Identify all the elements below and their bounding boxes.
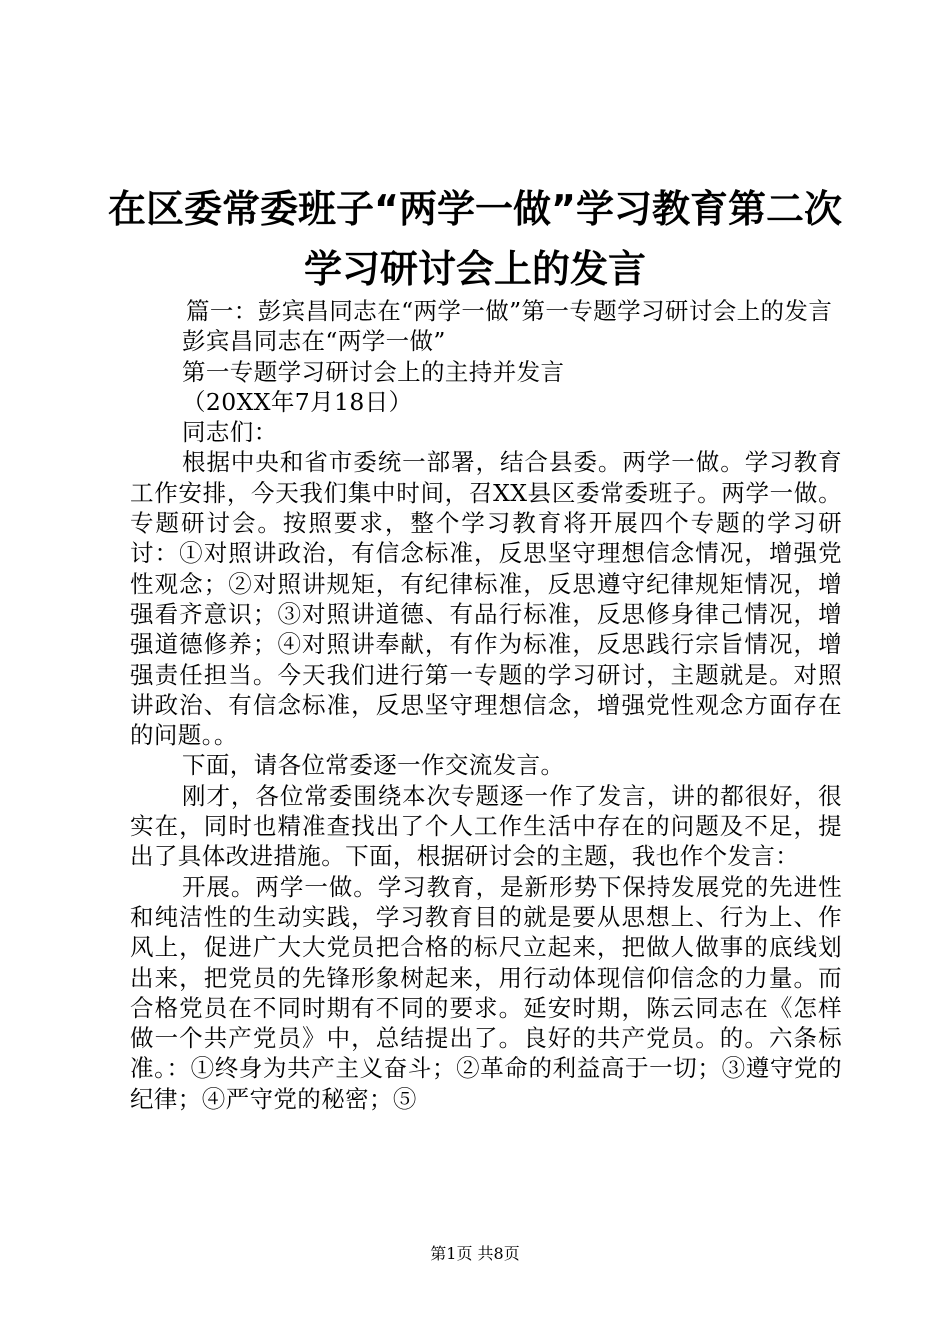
document-title-line2: 学习研讨会上的发言 <box>303 247 646 291</box>
document-title-line1: 在区委常委班子“两学一做”学习教育第二次 <box>108 187 842 231</box>
paragraph-heading: 篇一：彭宾昌同志在“两学一做”第一专题学习研讨会上的发言 <box>186 297 833 325</box>
paragraph-salutation: 同志们： <box>182 418 278 447</box>
page-footer: 第1页 共8页 <box>430 1244 520 1263</box>
document-body <box>130 296 842 1114</box>
paragraph-body: 根据中央和省市委统一部署，结合县委。两学一做。学习教育工作安排，今天我们集中时间，召XX县区委常委班子。两学一做。专题研讨会。按照要求，整个学习教育将开展四个专题的学习研讨：①对照讲政治，有信念标准，反思坚守理想信念情况，增强党性观念；②对照讲规矩，有纪律标准，反思遵守纪律规矩情况，增强看齐意识；③对照讲道德、有品行标准，反思修身律己情况，增强道德修养；④对照讲奉献，有作为标准，反思践行宗旨情况，增强责任担当。今天我们进行第一专题的学习研讨，主题就是。对照讲政治、有信念标准，反思坚守理想信念，增强党性观念方面存在的问题。。 <box>130 448 842 750</box>
paragraph-speaker: 彭宾昌同志在“两学一做” <box>182 327 446 356</box>
paragraph-date: （20XX年7月18日） <box>182 387 413 416</box>
paragraph-subtitle: 第一专题学习研讨会上的主持并发言 <box>182 357 565 386</box>
paragraph-body: 开展。两学一做。学习教育，是新形势下保持发展党的先进性和纯洁性的生动实践，学习教育目的就是要从思想上、行为上、作风上，促进广大大党员把合格的标尺立起来，把做人做事的底线划出来，把党员的先锋形象树起来，用行动体现信仰信念的力量。而合格党员在不同时期有不同的要求。延安时期，陈云同志在《怎样做一个共产党员》中，总结提出了。良好的共产党员。的。六条标准。：①终身为共产主义奋斗；②革命的利益高于一切；③遵守党的纪律；④严守党的秘密；⑤ <box>130 872 842 1113</box>
paragraph-body: 下面，请各位常委逐一作交流发言。 <box>182 751 565 780</box>
paragraph-body: 刚才，各位常委围绕本次专题逐一作了发言，讲的都很好，很实在，同时也精准查找出了个人工作生活中存在的问题及不足，提出了具体改进措施。下面，根据研讨会的主题，我也作个发言： <box>130 781 842 871</box>
